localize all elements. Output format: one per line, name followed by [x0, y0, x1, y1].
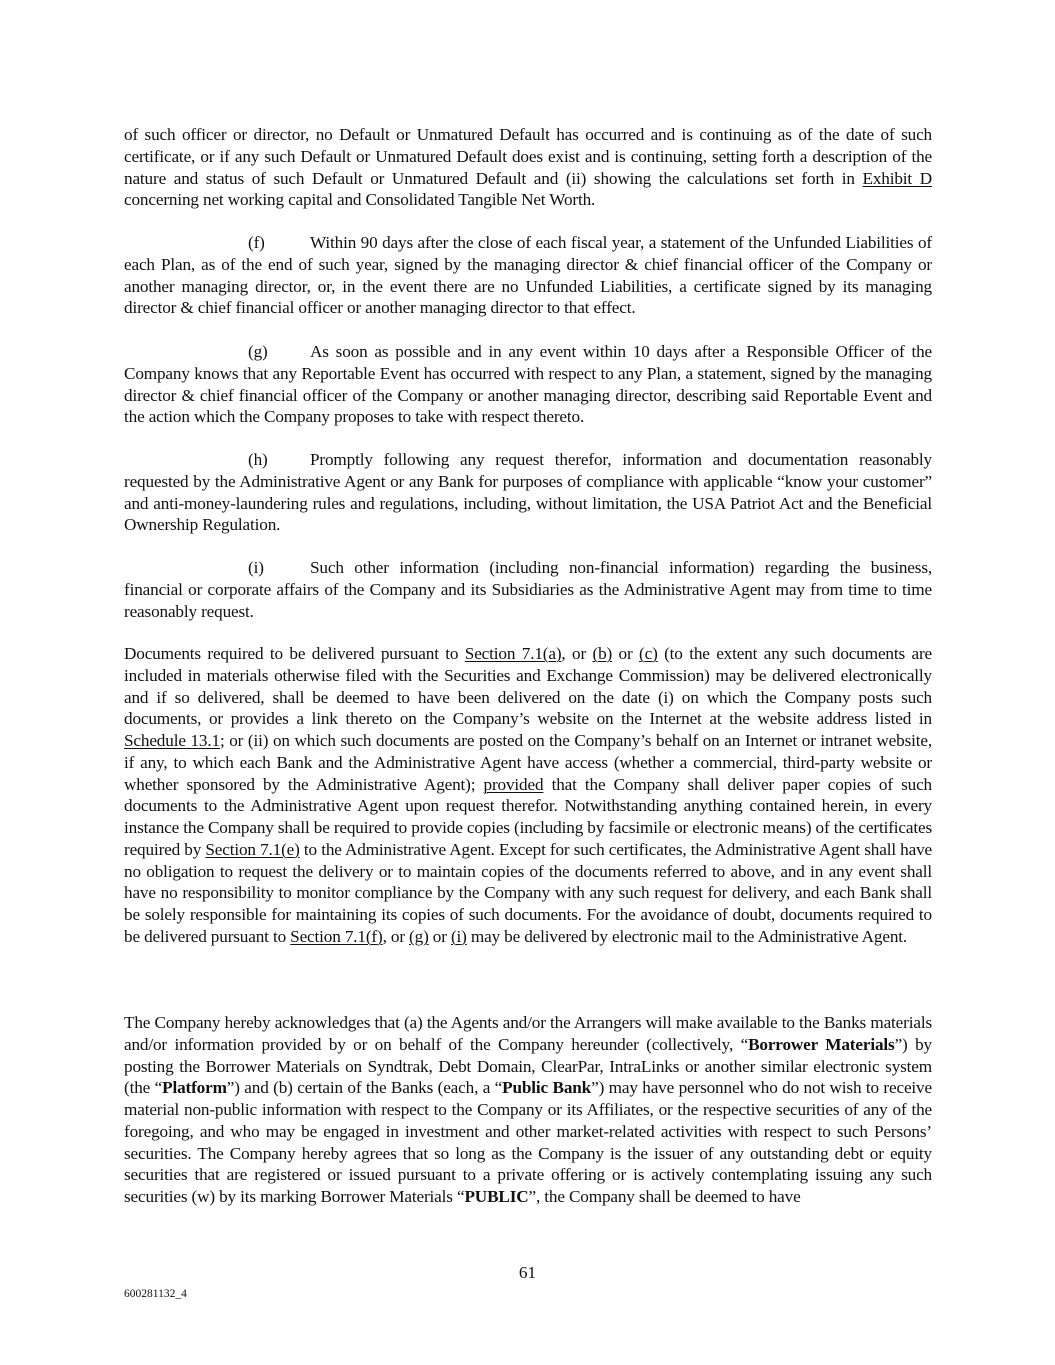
paragraph-acknowledgement	[124, 1012, 932, 1208]
defined-term-borrower-materials: Borrower Materials	[748, 1034, 895, 1054]
text-run: may be delivered by electronic mail to the Administrative Agent.	[466, 926, 908, 946]
text-run: ”) by posting the Borrower Materials on Syndtrak, Debt Domain, ClearPar, IntraLinks or another similar electronic system (the “	[124, 1034, 932, 1098]
text-run: that the Company shall deliver paper copies of such documents to the Administrative Agent upon request therefor. Notwithstanding anything contained herein, in every instance the Company shall be required to provide copies (including by facsimile or electronic means) of the certificates required by	[124, 774, 932, 859]
paragraph-i	[124, 557, 932, 622]
text-run: , or	[382, 926, 410, 946]
text-run: ”) may have personnel who do not wish to receive material non-public information with respect to the Company or its Affiliates, or the respective securities of any of the foregoing, and who may be engaged in investment and other market-related activities with respect to such Persons’ securities. The Company hereby agrees that so long as the Company is the issuer of any outstanding debt or equity securities that are registered or issued pursuant to a private offering or is actively contemplating issuing any such securities (w) by its marking Borrower Materials “	[124, 1078, 932, 1206]
document-id: 600281132_4	[124, 1288, 187, 1300]
clause-label-g: (g)	[248, 342, 268, 361]
section-7-1-f-reference: Section 7.1(f)	[290, 926, 383, 946]
section-b-reference: (b)	[592, 644, 613, 663]
text-run: or	[612, 644, 640, 663]
text-run: , or	[561, 644, 593, 663]
provided-term: provided	[483, 774, 544, 794]
clause-text-i: Such other information (including non-financial information) regarding the business, financial or corporate affairs of the Company and its Subsidiaries as the Administrative Agent may from time to time reasonably request.	[124, 558, 932, 621]
defined-term-platform: Platform	[162, 1078, 227, 1098]
clause-text-g: As soon as possible and in any event within 10 days after a Responsible Officer of the Company knows that any Reportable Event has occurred with respect to any Plan, a statement, signed by the managing director & chief financial officer of the Company or another managing director, describing said Reportable Event and the action which the Company proposes to take with respect thereto.	[124, 342, 932, 427]
paragraph-g	[124, 341, 932, 428]
text-run: to the Administrative Agent. Except for such certificates, the Administrative Agent shall have no obligation to request the delivery or to maintain copies of the documents referred to above, and in any event shall have no responsibility to monitor compliance by the Company with any such request for delivery, and each Bank shall be solely responsible for maintaining its copies of such documents. For the avoidance of doubt, documents required to be delivered pursuant to	[124, 839, 933, 946]
clause-label-f: (f)	[248, 233, 265, 252]
paragraph-f	[124, 232, 932, 319]
paragraph-continuation	[124, 124, 932, 211]
paragraph-h	[124, 449, 932, 536]
text-run: ”, the Company shall be deemed to have	[528, 1187, 801, 1206]
defined-term-public-bank: Public Bank	[502, 1078, 592, 1098]
section-7-1-a-reference: Section 7.1(a)	[464, 644, 562, 663]
text-run: ”) and (b) certain of the Banks (each, a “	[226, 1078, 503, 1098]
schedule-13-1-reference: Schedule 13.1	[124, 731, 220, 750]
text-run: The Company hereby acknowledges that (a) the Agents and/or the Arrangers will make available to the Banks materials and/or information provided by or on behalf of the Company hereunder (collectively, “	[124, 1013, 932, 1054]
clause-text-f: Within 90 days after the close of each fiscal year, a statement of the Unfunded Liabilities of each Plan, as of the end of such year, signed by the managing director & chief financial officer of the Company or another managing director, or, in the event there are no Unfunded Liabilities, a certificate signed by its managing director & chief financial officer or another managing director to that effect.	[124, 233, 932, 318]
clause-label-i: (i)	[248, 558, 264, 577]
text-run: or	[428, 926, 451, 946]
page-number: 61	[518, 1263, 537, 1282]
paragraph-documents-delivery	[124, 643, 932, 948]
text-run: ; or (ii) on which such documents are posted on the Company’s behalf on an Internet or intranet website, if any, to which each Bank and the Administrative Agent have access (whether a commercial, third-party website or whether sponsored by the Administrative Agent);	[124, 731, 932, 794]
section-g-reference: (g)	[409, 926, 429, 946]
section-c-reference: (c)	[639, 644, 658, 663]
text-run: Documents required to be delivered pursuant to	[124, 644, 465, 663]
defined-term-public: PUBLIC	[464, 1187, 529, 1206]
exhibit-d-reference: Exhibit D	[862, 168, 932, 188]
section-i-reference: (i)	[450, 926, 467, 946]
section-7-1-e-reference: Section 7.1(e)	[205, 839, 300, 859]
text-run: concerning net working capital and Consolidated Tangible Net Worth.	[124, 190, 596, 210]
text-run: of such officer or director, no Default or Unmatured Default has occurred and is continuing as of the date of such certificate, or if any such Default or Unmatured Default does exist and is continuing, setting forth a description of the nature and status of such Default or Unmatured Default and (ii) showing the calculations set forth in	[124, 125, 932, 188]
clause-label-h: (h)	[248, 450, 268, 469]
text-run: (to the extent any such documents are included in materials otherwise filed with the Securities and Exchange Commission) may be delivered electronically and if so delivered, shall be deemed to have been delivered on the date (i) on which the Company posts such documents, or provides a link thereto on the Company’s website on the Internet at the website address listed in	[124, 644, 933, 729]
clause-text-h: Promptly following any request therefor, information and documentation reasonably requested by the Administrative Agent or any Bank for purposes of compliance with applicable “know your customer” and anti-money-laundering rules and regulations, including, without limitation, the USA Patriot Act and the Beneficial Ownership Regulation.	[124, 450, 932, 535]
